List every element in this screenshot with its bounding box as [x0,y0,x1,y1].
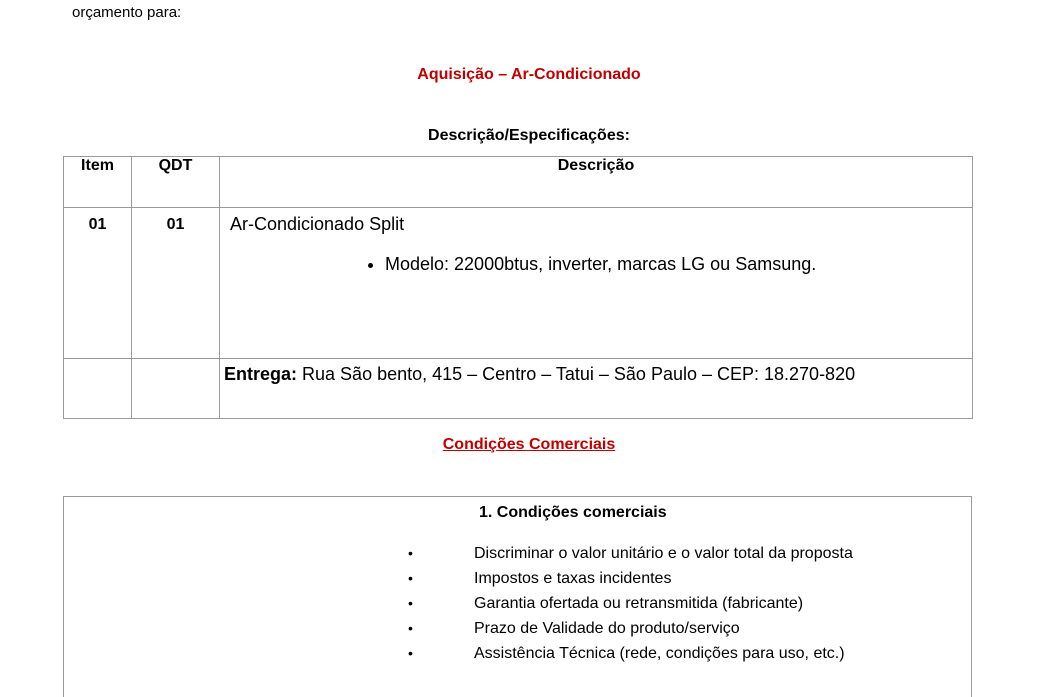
empty-cell [132,359,220,419]
table-row [64,208,973,359]
condition-text: Assistência Técnica (rede, condições para uso, etc.) [474,645,845,662]
specifications-subtitle: Descrição/Especificações: [428,127,630,144]
conditions-box [63,496,972,697]
empty-cell [64,359,132,419]
list-item [410,594,853,619]
spec-bullet-list [230,254,972,275]
bullet-icon: • [408,620,413,636]
header-description: Descrição [220,157,973,208]
cell-item-number: 01 [64,208,132,359]
document-title: Aquisição – Ar-Condicionado [417,66,641,83]
delivery-address: Rua São bento, 415 – Centro – Tatui – São Paulo – CEP: 18.270-820 [302,364,856,384]
list-item [410,544,853,569]
bullet-icon: • [408,645,413,661]
conditions-list [410,544,853,669]
list-item [410,644,853,669]
condition-text: Prazo de Validade do produto/serviço [474,620,740,637]
bullet-icon: • [408,570,413,586]
intro-text: orçamento para: [72,4,182,21]
delivery-row [64,359,973,419]
bullet-icon: • [408,595,413,611]
condition-text: Discriminar o valor unitário e o valor total da proposta [474,545,853,562]
header-qty: QDT [132,157,220,208]
list-item [410,619,853,644]
bullet-icon: • [408,545,413,561]
cell-description [220,208,973,359]
condition-text: Impostos e taxas incidentes [474,570,672,587]
specifications-table [63,156,973,419]
cell-quantity: 01 [132,208,220,359]
spec-bullet: • Modelo: 22000btus, inverter, marcas LG ou Samsung. [385,254,972,275]
condition-text: Garantia ofertada ou retransmitida (fabricante) [474,595,804,612]
header-item: Item [64,157,132,208]
list-item [410,569,853,594]
delivery-label: Entrega: [224,364,298,384]
product-name: Ar-Condicionado Split [230,214,405,234]
table-header-row [64,157,973,208]
delivery-cell [220,359,973,419]
conditions-title: Condições Comerciais [442,436,616,453]
conditions-heading: 1. Condições comerciais [479,504,667,521]
